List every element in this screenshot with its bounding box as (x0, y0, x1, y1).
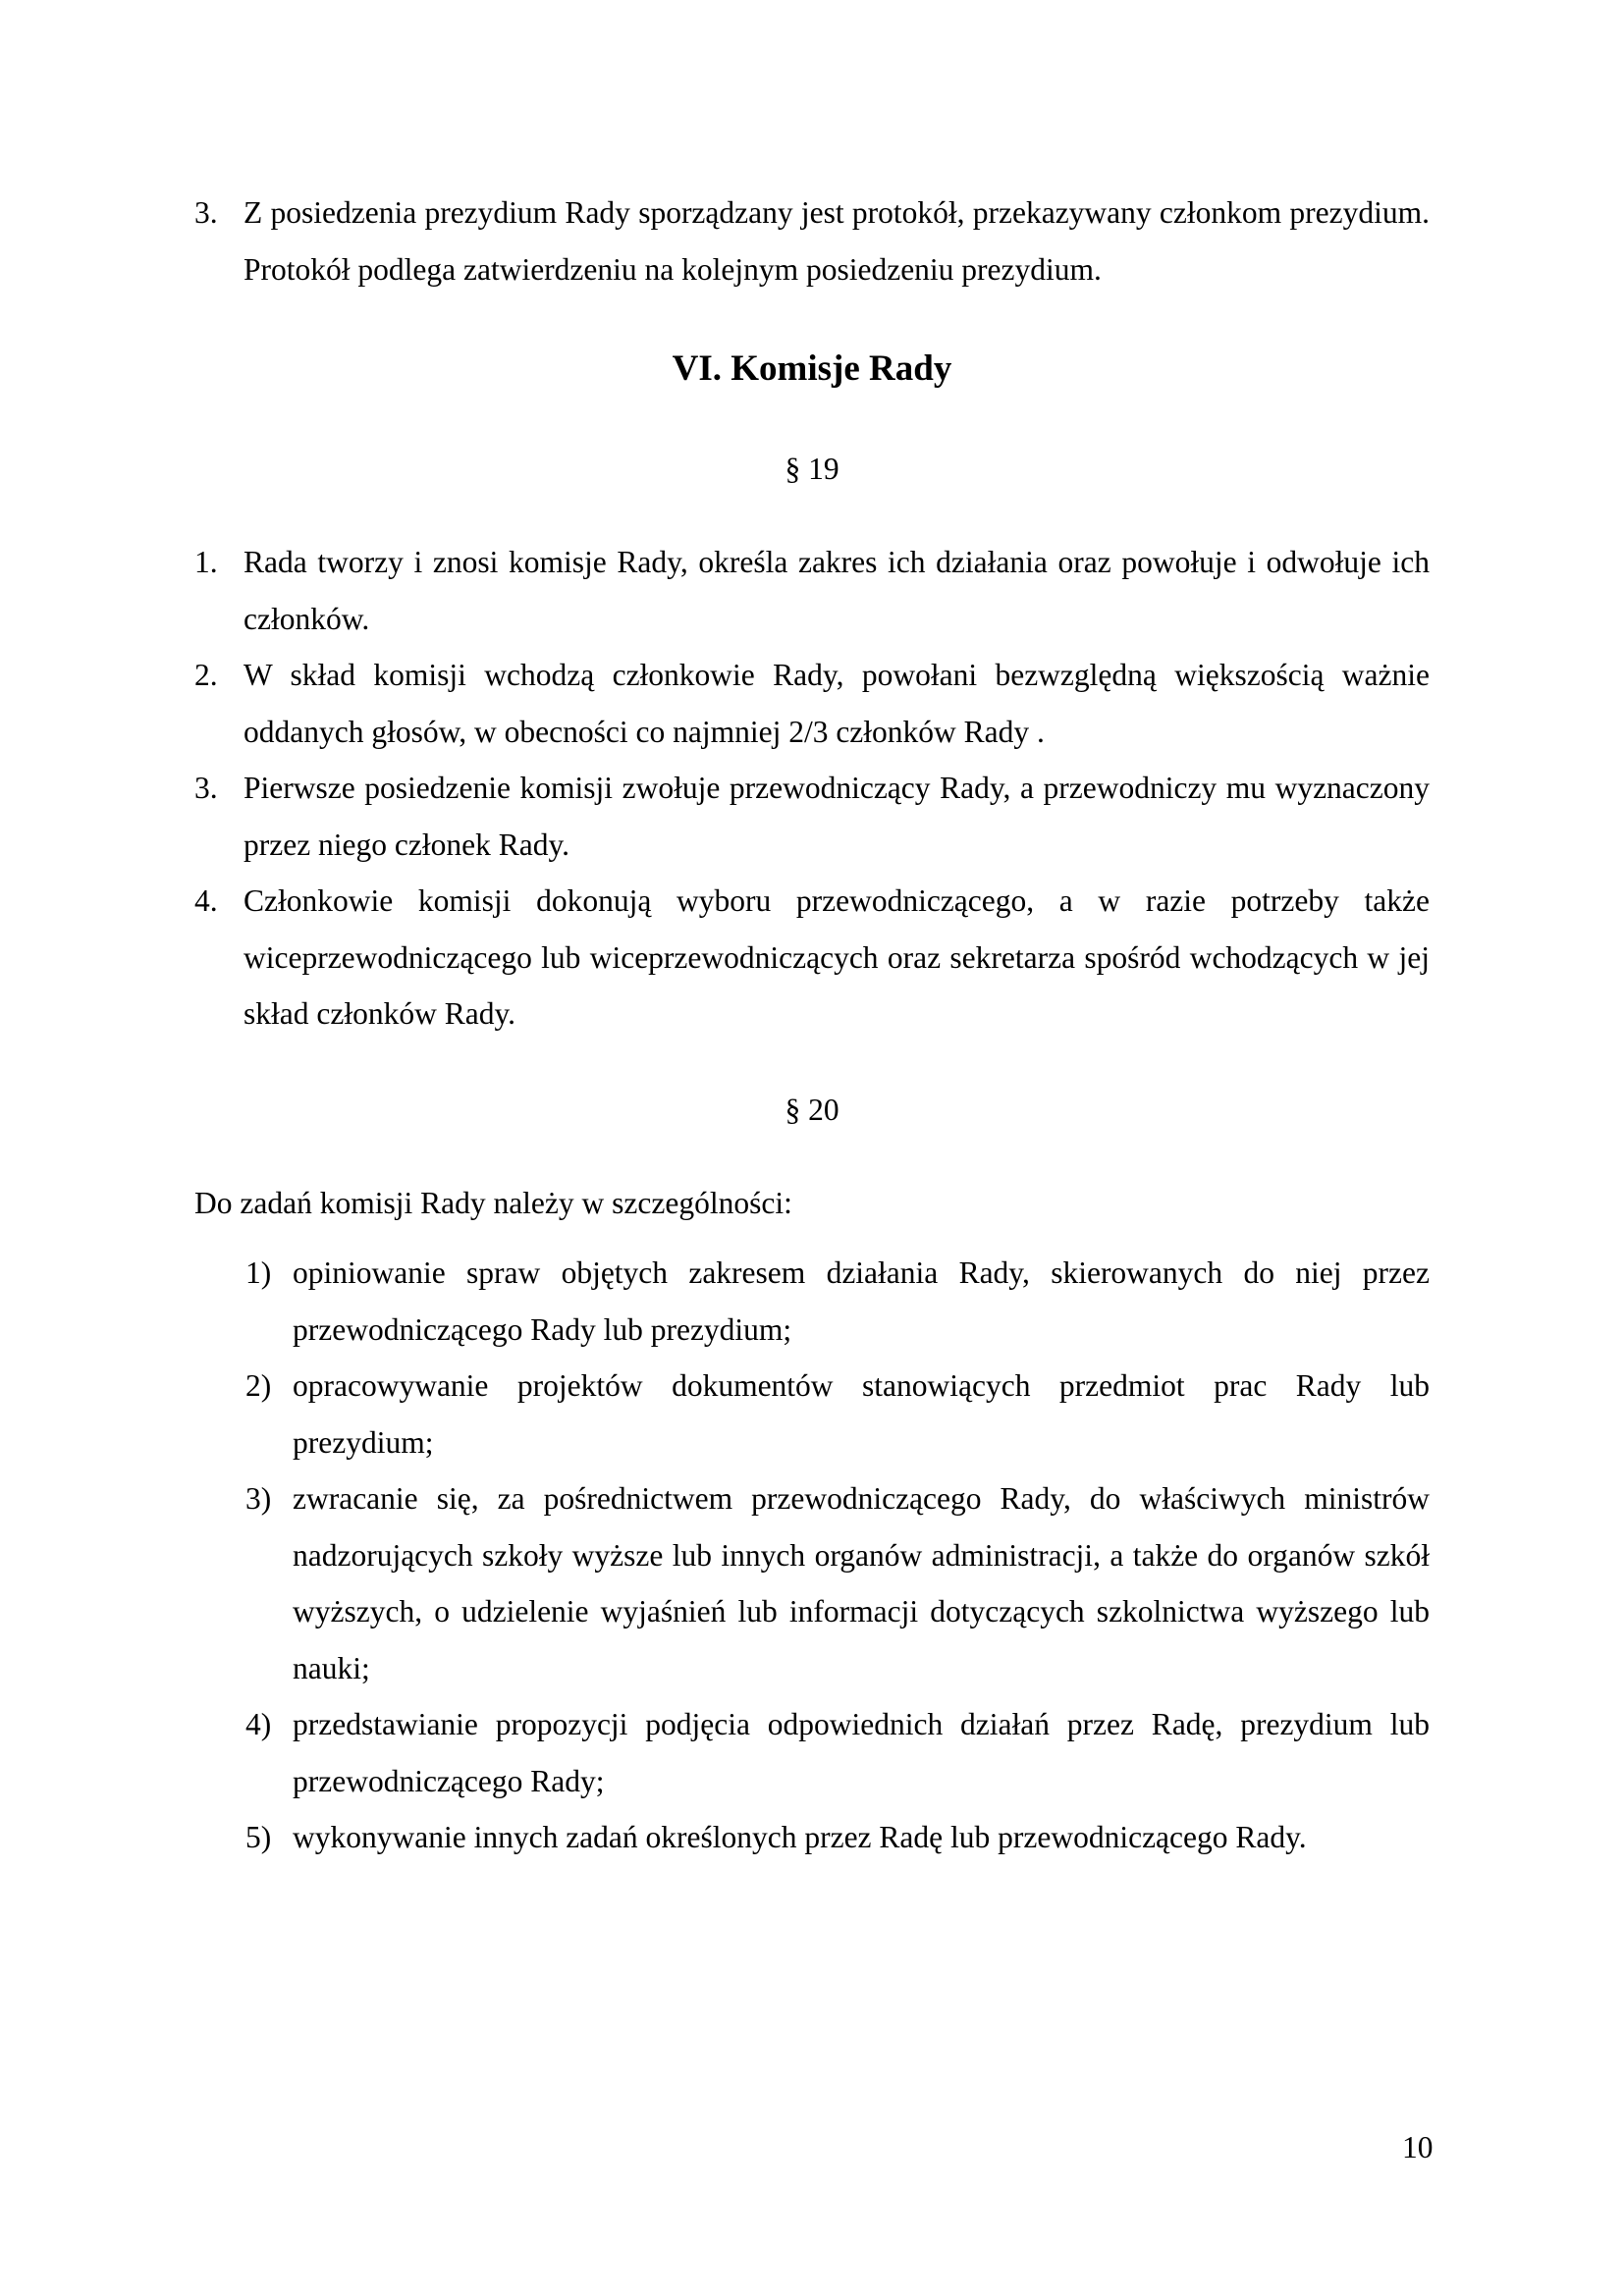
list-item-number: 4) (245, 1707, 272, 1741)
page-number: 10 (1402, 2130, 1434, 2164)
list-item (194, 647, 1430, 760)
list-item-number: 2. (194, 658, 218, 692)
paragraph-sign-20: § 20 (785, 1093, 839, 1127)
list-item-number: 1. (194, 545, 218, 579)
list-item-text: opracowywanie projektów dokumentów stanowiących przedmiot prac Rady lub prezydium; (293, 1368, 1430, 1460)
list-item (194, 1470, 1430, 1696)
list-item-text: opiniowanie spraw objętych zakresem działania Rady, skierowanych do niej przez przewodniczącego Rady lub prezydium; (293, 1255, 1430, 1347)
list-item (194, 1245, 1430, 1358)
paragraph-sign-19: § 19 (785, 452, 839, 486)
list-item (194, 873, 1430, 1042)
list-item-number: 3) (245, 1481, 272, 1516)
list-item (194, 1358, 1430, 1470)
list-item-text: wykonywanie innych zadań określonych przez Radę lub przewodniczącego Rady. (293, 1820, 1307, 1854)
list-item-number: 2) (245, 1368, 272, 1403)
paragraph-20-list (194, 1245, 1430, 1866)
previous-section-continuation (194, 185, 1430, 297)
list-item (194, 534, 1430, 647)
list-item-text: Rada tworzy i znosi komisje Rady, określa zakres ich działania oraz powołuje i odwołuje ich członków. (244, 545, 1430, 636)
paragraph-19-list (194, 534, 1430, 1042)
list-item (194, 1696, 1430, 1809)
list-item-number: 5) (245, 1820, 272, 1854)
list-item-text: przedstawianie propozycji podjęcia odpowiednich działań przez Radę, prezydium lub przewodniczącego Rady; (293, 1707, 1430, 1798)
list-item-number: 3. (194, 771, 218, 805)
list-item (194, 1809, 1430, 1866)
list-item-number: 4. (194, 883, 218, 918)
list-item (194, 185, 1430, 297)
paragraph-20-intro: Do zadań komisji Rady należy w szczególności: (194, 1186, 792, 1220)
list-item-text: zwracanie się, za pośrednictwem przewodniczącego Rady, do właściwych ministrów nadzorujących szkoły wyższe lub innych organów administracji, a także do organów szkół wyższych, o udzielenie wyjaśnień lub informacji dotyczących szkolnictwa wyższego lub nauki; (293, 1481, 1430, 1685)
list-item (194, 760, 1430, 873)
list-item-text: Z posiedzenia prezydium Rady sporządzany jest protokół, przekazywany członkom prezydium. Protokół podlega zatwierdzeniu na kolejnym posiedzeniu prezydium. (244, 195, 1430, 287)
list-item-text: Członkowie komisji dokonują wyboru przewodniczącego, a w razie potrzeby także wiceprzewodniczącego lub wiceprzewodniczących oraz sekretarza spośród wchodzących w jej skład członków Rady. (244, 883, 1430, 1031)
chapter-heading: VI. Komisje Rady (672, 348, 952, 389)
list-item-number: 3. (194, 195, 218, 230)
list-item-text: W skład komisji wchodzą członkowie Rady, powołani bezwzględną większością ważnie oddanych głosów, w obecności co najmniej 2/3 członków Rady . (244, 658, 1430, 749)
list-item-text: Pierwsze posiedzenie komisji zwołuje przewodniczący Rady, a przewodniczy mu wyznaczony przez niego członek Rady. (244, 771, 1430, 862)
list-item-number: 1) (245, 1255, 272, 1290)
